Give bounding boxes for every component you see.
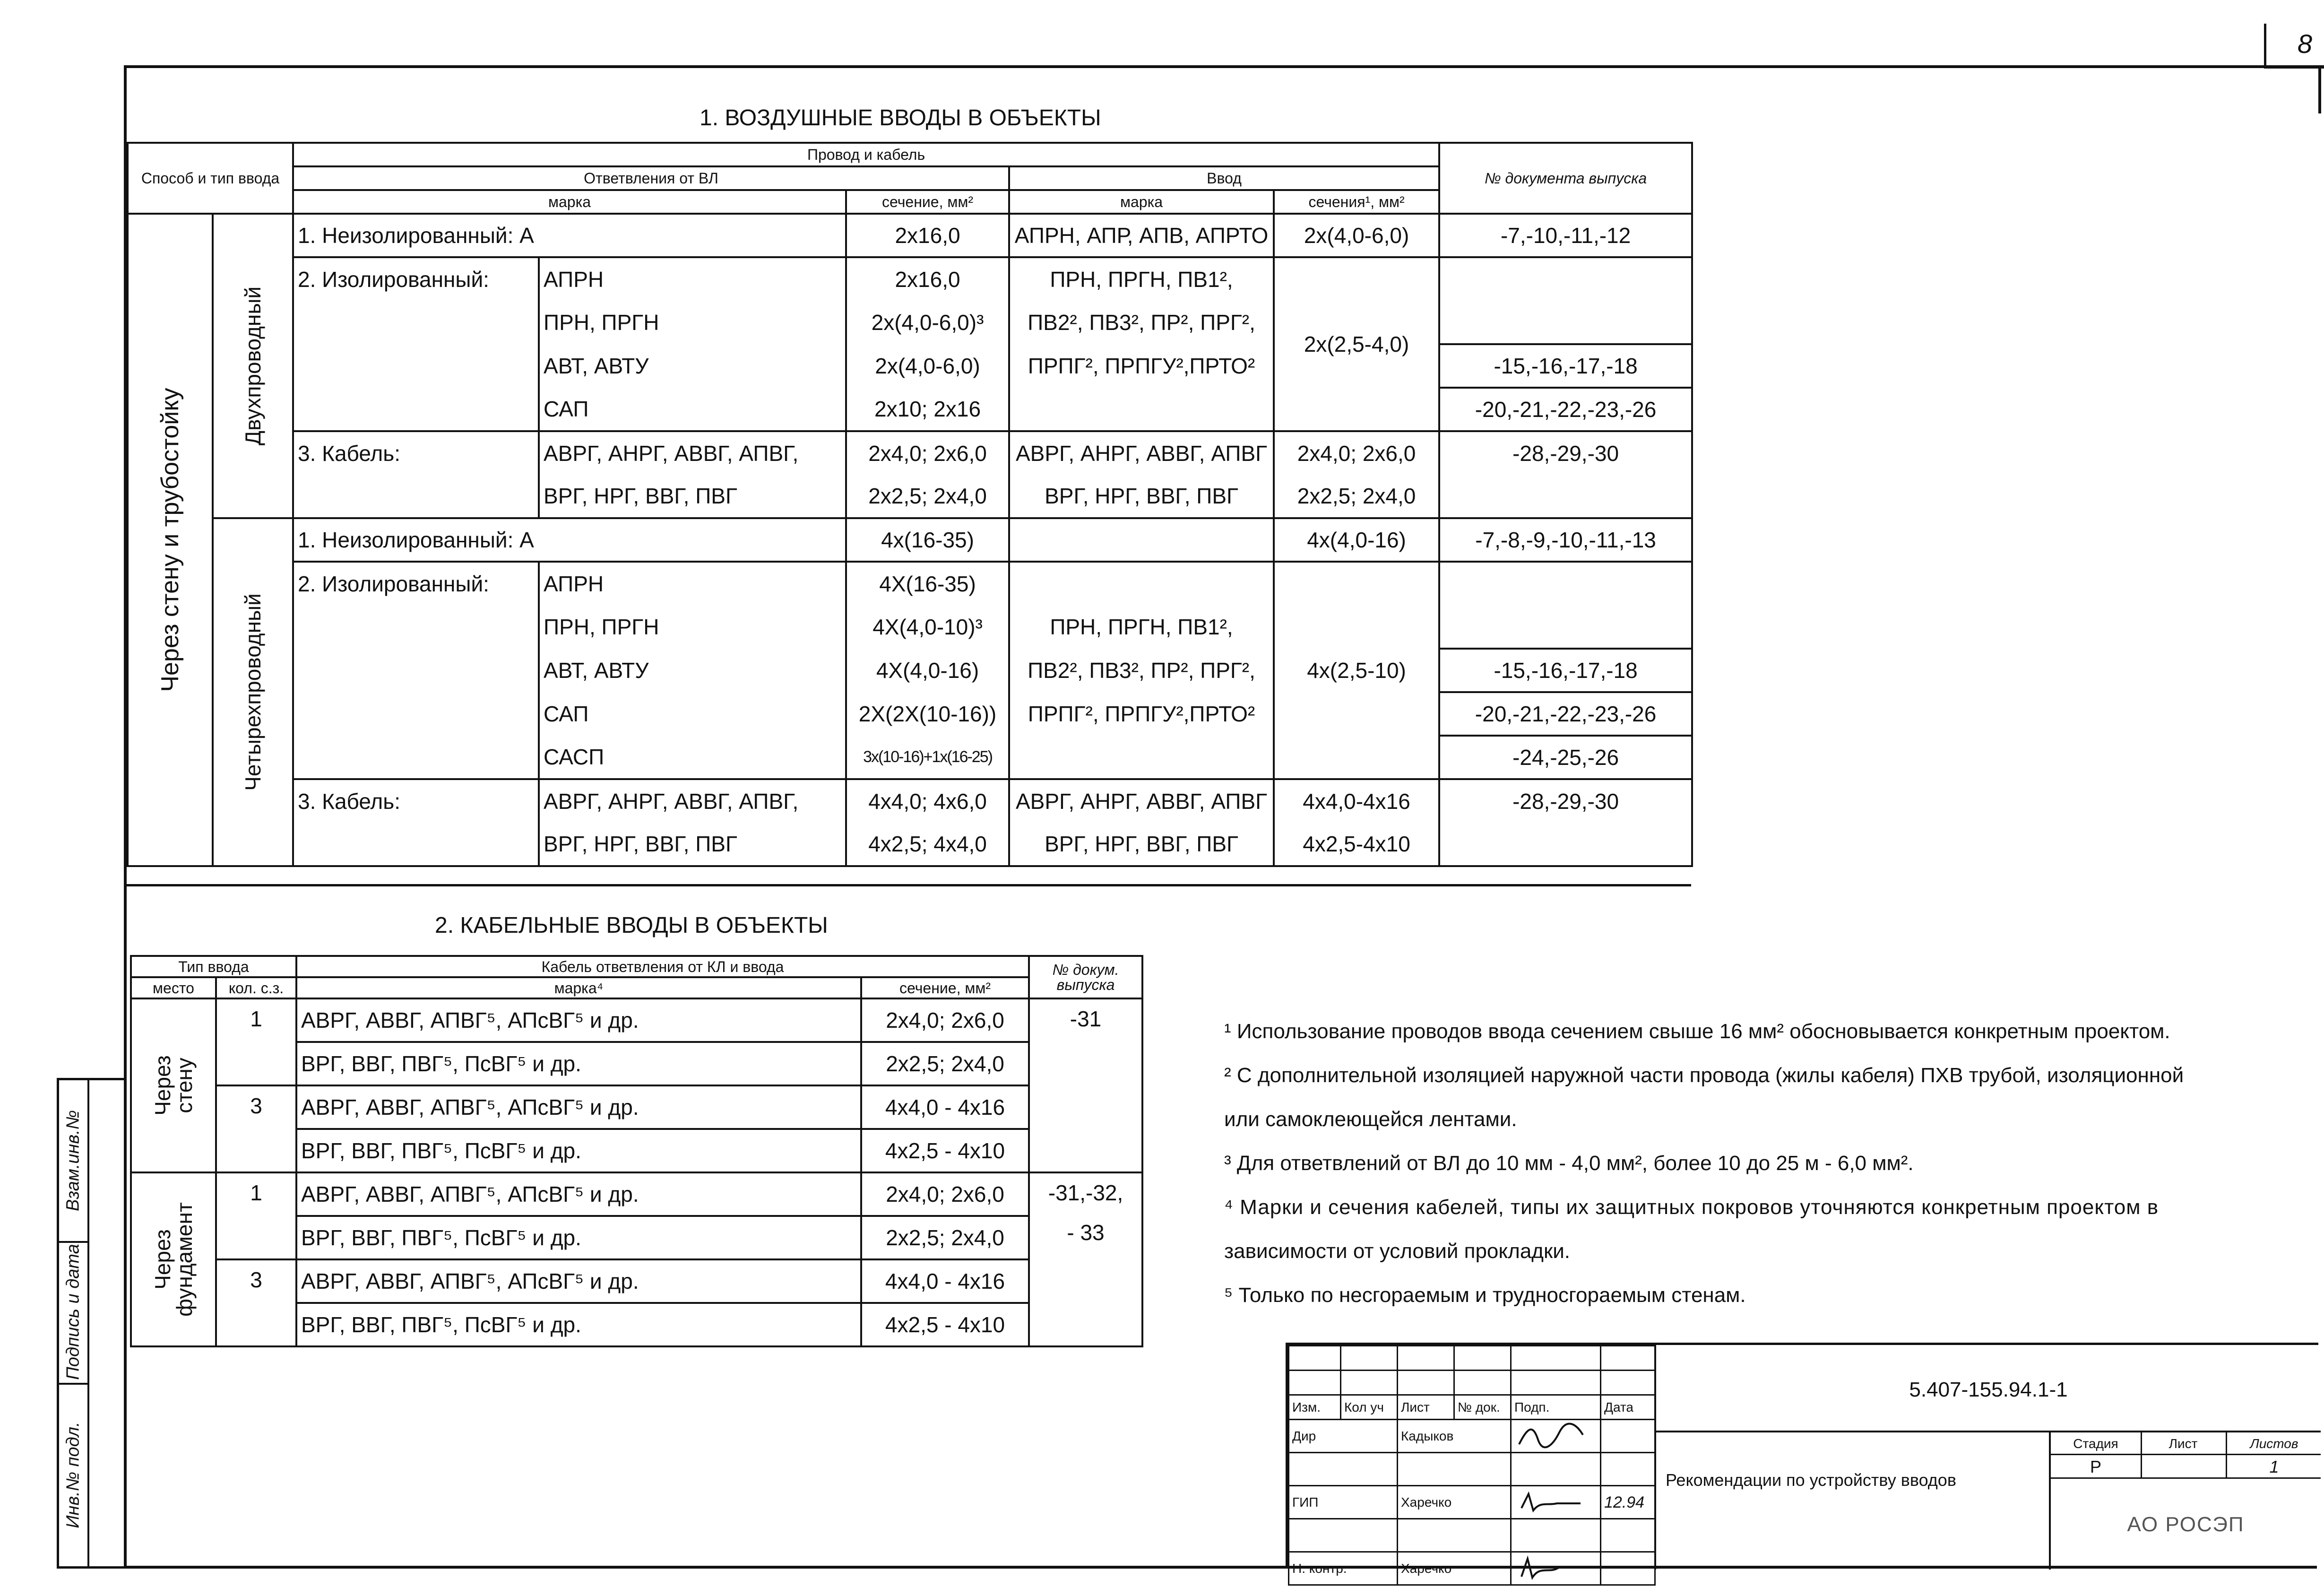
header-section-2: сечение, мм² <box>861 977 1029 998</box>
two-r3-label: 3. Кабель: <box>293 431 539 475</box>
wall-3-b2: ВРГ, ВВГ, ПВГ⁵, ПсВГ⁵ и др. <box>296 1129 861 1172</box>
four-r2-es: 4x(2,5-10) <box>1274 562 1439 779</box>
sheet-number-box <box>2264 24 2324 69</box>
four-r2-e3: ПРПГ², ПРПГУ²,ПРТО² <box>1009 692 1274 736</box>
two-r3-e2: ВРГ, НРГ, ВВГ, ПВГ <box>1009 475 1274 518</box>
frame-top <box>124 65 2324 68</box>
tb-r3-role: Н. контр. <box>1289 1552 1398 1585</box>
two-r2-e2: ПВ2², ПВ3², ПР², ПРГ², <box>1009 301 1274 344</box>
header-doc-no-2: № докум. выпуска <box>1029 956 1142 998</box>
four-r1-label: 1. Неизолированный: А <box>293 518 846 562</box>
tb-col-kol: Кол уч <box>1341 1395 1398 1420</box>
four-r3-es1: 4x4,0-4x16 <box>1274 779 1439 823</box>
signature-1 <box>1514 1421 1585 1449</box>
tb-stage-label: Стадия <box>2073 1436 2118 1451</box>
note-3: ³ Для ответвлений от ВЛ до 10 мм - 4,0 мм², более 10 до 25 м - 6,0 мм². <box>1224 1152 1914 1175</box>
signature-3 <box>1514 1553 1585 1581</box>
tb-col-sign: Подп. <box>1511 1395 1601 1420</box>
two-r1-entry-section: 2x(4,0-6,0) <box>1274 214 1439 257</box>
two-r2-d4: -20,-21,-22,-23,-26 <box>1439 388 1692 431</box>
side-stamp-replace: Взам.инв.№ <box>63 1110 83 1211</box>
header-entry-type: Тип ввода <box>131 956 296 977</box>
tb-code-cell <box>1654 1345 2321 1432</box>
found-3-s1: 4x4,0 - 4x16 <box>861 1259 1029 1303</box>
right-border <box>2318 66 2321 113</box>
two-r2-doc-empty <box>1439 257 1692 344</box>
header-section: сечение, мм² <box>846 190 1009 214</box>
note-2: ² С дополнительной изоляцией наружной части провода (жилы кабеля) ПХВ трубой, изоляционной <box>1224 1064 2184 1087</box>
header-wire-cable: Провод и кабель <box>293 143 1439 166</box>
tb-col-list: Лист <box>1398 1395 1454 1420</box>
four-r3-s2: 4x2,5; 4x4,0 <box>846 823 1009 866</box>
note-4: ⁴ Марки и сечения кабелей, типы их защитных покровов уточняются конкретным проектом в <box>1224 1197 2159 1219</box>
side-stamp-sign: Подпись и дата <box>63 1244 83 1380</box>
group-outer: Через стену и трубостойку <box>128 214 213 866</box>
note-4b: зависимости от условий прокладки. <box>1224 1240 1571 1263</box>
four-r2-s2: 4X(4,0-10)³ <box>846 605 1009 649</box>
tb-r2-name: Харечко <box>1398 1486 1511 1519</box>
found-1-s2: 2x2,5; 2x4,0 <box>861 1216 1029 1259</box>
two-r3-doc: -28,-29,-30 <box>1439 431 1692 518</box>
two-r3-b1: АВРГ, АНРГ, АВВГ, АПВГ, <box>539 431 846 475</box>
four-r3-b2: ВРГ, НРГ, ВВГ, ПВГ <box>539 823 846 866</box>
header-entry-brand: марка <box>1009 190 1274 214</box>
wall-3-s1: 4x4,0 - 4x16 <box>861 1085 1029 1129</box>
two-r2-s4: 2x10; 2x16 <box>846 388 1009 431</box>
two-r2-b2: ПРН, ПРГН <box>539 301 846 344</box>
two-r3-s1: 2x4,0; 2x6,0 <box>846 431 1009 475</box>
wall-doc: -31 <box>1029 998 1142 1172</box>
side-stamp <box>57 1078 127 1569</box>
tb-code: 5.407-155.94.1-1 <box>1909 1378 2068 1401</box>
wall-3-b1: АВРГ, АВВГ, АПВГ⁵, АПсВГ⁵ и др. <box>296 1085 861 1129</box>
tb-r1-sign <box>1511 1420 1601 1453</box>
air-entries-table <box>127 142 1693 867</box>
two-r2-b3: АВТ, АВТУ <box>539 344 846 388</box>
four-r3-es2: 4x2,5-4x10 <box>1274 823 1439 866</box>
found-3-b2: ВРГ, ВВГ, ПВГ⁵, ПсВГ⁵ и др. <box>296 1303 861 1346</box>
wall-1-s2: 2x2,5; 2x4,0 <box>861 1042 1029 1085</box>
title-block-grid <box>1288 1345 1656 1586</box>
tb-stage-cell <box>2049 1432 2321 1570</box>
sheet-number: 8 <box>2297 29 2312 59</box>
tb-org: АО РОСЭП <box>2127 1513 2245 1536</box>
found-1-b2: ВРГ, ВВГ, ПВГ⁵, ПсВГ⁵ и др. <box>296 1216 861 1259</box>
wall-1-s1: 2x4,0; 2x6,0 <box>861 998 1029 1042</box>
tb-stage: Р <box>2090 1457 2101 1476</box>
found-doc-1: -31,-32, <box>1048 1180 1123 1205</box>
four-r2-s3: 4X(4,0-16) <box>846 649 1009 692</box>
tb-sheet: 1 <box>2269 1457 2279 1476</box>
two-r2-e3: ПРПГ², ПРПГУ²,ПРТО² <box>1009 344 1274 388</box>
two-r3-b2: ВРГ, НРГ, ВВГ, ПВГ <box>539 475 846 518</box>
tb-col-date: Дата <box>1601 1395 1655 1420</box>
found-count-1: 1 <box>216 1172 296 1259</box>
title-block <box>1286 1343 2318 1576</box>
header-method: Способ и тип ввода <box>128 143 293 214</box>
tb-r1-role: Дир <box>1289 1420 1398 1453</box>
header-brand: марка <box>293 190 846 214</box>
four-r2-b3: АВТ, АВТУ <box>539 649 846 692</box>
two-r2-es: 2x(2,5-4,0) <box>1274 257 1439 431</box>
tb-r2-sign <box>1511 1486 1601 1519</box>
section2-title: 2. КАБЕЛЬНЫЕ ВВОДЫ В ОБЪЕКТЫ <box>435 913 828 938</box>
four-r2-b4: САП <box>539 692 846 736</box>
wall-3-s2: 4x2,5 - 4x10 <box>861 1129 1029 1172</box>
header-brand-2: марка⁴ <box>296 977 861 998</box>
wall-count-1: 1 <box>216 998 296 1085</box>
four-r2-s5: 3x(10-16)+1x(16-25) <box>846 736 1009 779</box>
tb-r3-sign <box>1511 1552 1601 1585</box>
notes <box>1224 1021 2311 1329</box>
found-3-b1: АВРГ, АВВГ, АПВГ⁵, АПсВГ⁵ и др. <box>296 1259 861 1303</box>
tb-sheet-label: Лист <box>2168 1436 2198 1451</box>
four-r2-d4: -20,-21,-22,-23,-26 <box>1439 692 1692 736</box>
four-r3-doc: -28,-29,-30 <box>1439 779 1692 866</box>
found-doc <box>1029 1172 1142 1346</box>
group-two-wire: Двухпроводный <box>213 214 293 518</box>
signature-2 <box>1514 1487 1585 1515</box>
two-r3-e1: АВРГ, АНРГ, АВВГ, АПВГ <box>1009 431 1274 475</box>
header-count: кол. c.з. <box>216 977 296 998</box>
two-r2-label: 2. Изолированный: <box>293 257 539 301</box>
cable-entries-table <box>130 955 1143 1347</box>
two-r1-label: 1. Неизолированный: А <box>293 214 846 257</box>
two-r2-b1: АПРН <box>539 257 846 301</box>
four-r2-e1: ПРН, ПРГН, ПВ1², <box>1009 605 1274 649</box>
two-r2-e1: ПРН, ПРГН, ПВ1², <box>1009 257 1274 301</box>
four-r3-s1: 4x4,0; 4x6,0 <box>846 779 1009 823</box>
found-1-b1: АВРГ, АВВГ, АПВГ⁵, АПсВГ⁵ и др. <box>296 1172 861 1216</box>
group-four-wire: Четырехпроводный <box>213 518 293 866</box>
four-r1-section: 4x(16-35) <box>846 518 1009 562</box>
header-entry-section: сечения¹, мм² <box>1274 190 1439 214</box>
found-1-s1: 2x4,0; 2x6,0 <box>861 1172 1029 1216</box>
section1-title: 1. ВОЗДУШНЫЕ ВВОДЫ В ОБЪЕКТЫ <box>700 105 1101 130</box>
four-r2-d5: -24,-25,-26 <box>1439 736 1692 779</box>
found-doc-2: - 33 <box>1067 1220 1105 1245</box>
found-3-s2: 4x2,5 - 4x10 <box>861 1303 1029 1346</box>
two-r1-section: 2x16,0 <box>846 214 1009 257</box>
place-foundation: Через фундамент <box>131 1172 216 1346</box>
four-r1-entry-section: 4x(4,0-16) <box>1274 518 1439 562</box>
wall-1-b2: ВРГ, ВВГ, ПВГ⁵, ПсВГ⁵ и др. <box>296 1042 861 1085</box>
four-r1-doc: -7,-8,-9,-10,-11,-13 <box>1439 518 1692 562</box>
tb-description: Рекомендации по устройству вводов <box>1666 1470 1956 1490</box>
tb-col-doc: № док. <box>1454 1395 1511 1420</box>
two-r2-s3: 2x(4,0-6,0) <box>846 344 1009 388</box>
wall-count-3: 3 <box>216 1085 296 1172</box>
two-r3-s2: 2x2,5; 2x4,0 <box>846 475 1009 518</box>
tb-r1-name: Кадыков <box>1398 1420 1511 1453</box>
four-r3-label: 3. Кабель: <box>293 779 539 823</box>
section-divider <box>127 884 1691 886</box>
four-r2-d3: -15,-16,-17,-18 <box>1439 649 1692 692</box>
two-r3-es2: 2x2,5; 2x4,0 <box>1274 475 1439 518</box>
tb-r2-role: ГИП <box>1289 1486 1398 1519</box>
side-stamp-inv: Инв.№ подл. <box>63 1422 83 1528</box>
two-r3-es1: 2x4,0; 2x6,0 <box>1274 431 1439 475</box>
header-doc-no: № документа выпуска <box>1439 143 1692 214</box>
two-r2-s1: 2x16,0 <box>846 257 1009 301</box>
tb-desc-cell <box>1654 1432 2049 1570</box>
note-1: ¹ Использование проводов ввода сечением свыше 16 мм² обосновывается конкретным проектом. <box>1224 1020 2170 1043</box>
four-r2-s1: 4X(16-35) <box>846 562 1009 605</box>
place-wall: Через стену <box>131 998 216 1172</box>
two-r2-d3: -15,-16,-17,-18 <box>1439 344 1692 388</box>
four-r3-b1: АВРГ, АНРГ, АВВГ, АПВГ, <box>539 779 846 823</box>
header-cable: Кабель ответвления от КЛ и ввода <box>296 956 1029 977</box>
four-r2-s4: 2X(2X(10-16)) <box>846 692 1009 736</box>
four-r2-b2: ПРН, ПРГН <box>539 605 846 649</box>
header-entry: Ввод <box>1009 166 1439 190</box>
tb-r2-date: 12.94 <box>1601 1486 1655 1519</box>
two-r1-entry-brand: АПРН, АПР, АПВ, АПРТО <box>1009 214 1274 257</box>
two-r1-doc: -7,-10,-11,-12 <box>1439 214 1692 257</box>
tb-r3-name: Харечко <box>1398 1552 1511 1585</box>
four-r2-e2: ПВ2², ПВ3², ПР², ПРГ², <box>1009 649 1274 692</box>
header-place: место <box>131 977 216 998</box>
note-5: ⁵ Только по несгораемым и трудносгораемым стенам. <box>1224 1284 1746 1307</box>
four-r2-b1: АПРН <box>539 562 846 605</box>
two-r2-b4: САП <box>539 388 846 431</box>
wall-1-b1: АВРГ, АВВГ, АПВГ⁵, АПсВГ⁵ и др. <box>296 998 861 1042</box>
four-r2-b5: САСП <box>539 736 846 779</box>
tb-sheets-label: Листов <box>2250 1436 2298 1451</box>
header-branches: Ответвления от ВЛ <box>293 166 1009 190</box>
four-r2-label: 2. Изолированный: <box>293 562 539 605</box>
four-r3-e2: ВРГ, НРГ, ВВГ, ПВГ <box>1009 823 1274 866</box>
tb-col-izm: Изм. <box>1289 1395 1341 1420</box>
note-2b: или самоклеющейся лентами. <box>1224 1108 1517 1131</box>
found-count-3: 3 <box>216 1259 296 1346</box>
two-r2-s2: 2x(4,0-6,0)³ <box>846 301 1009 344</box>
four-r3-e1: АВРГ, АНРГ, АВВГ, АПВГ <box>1009 779 1274 823</box>
